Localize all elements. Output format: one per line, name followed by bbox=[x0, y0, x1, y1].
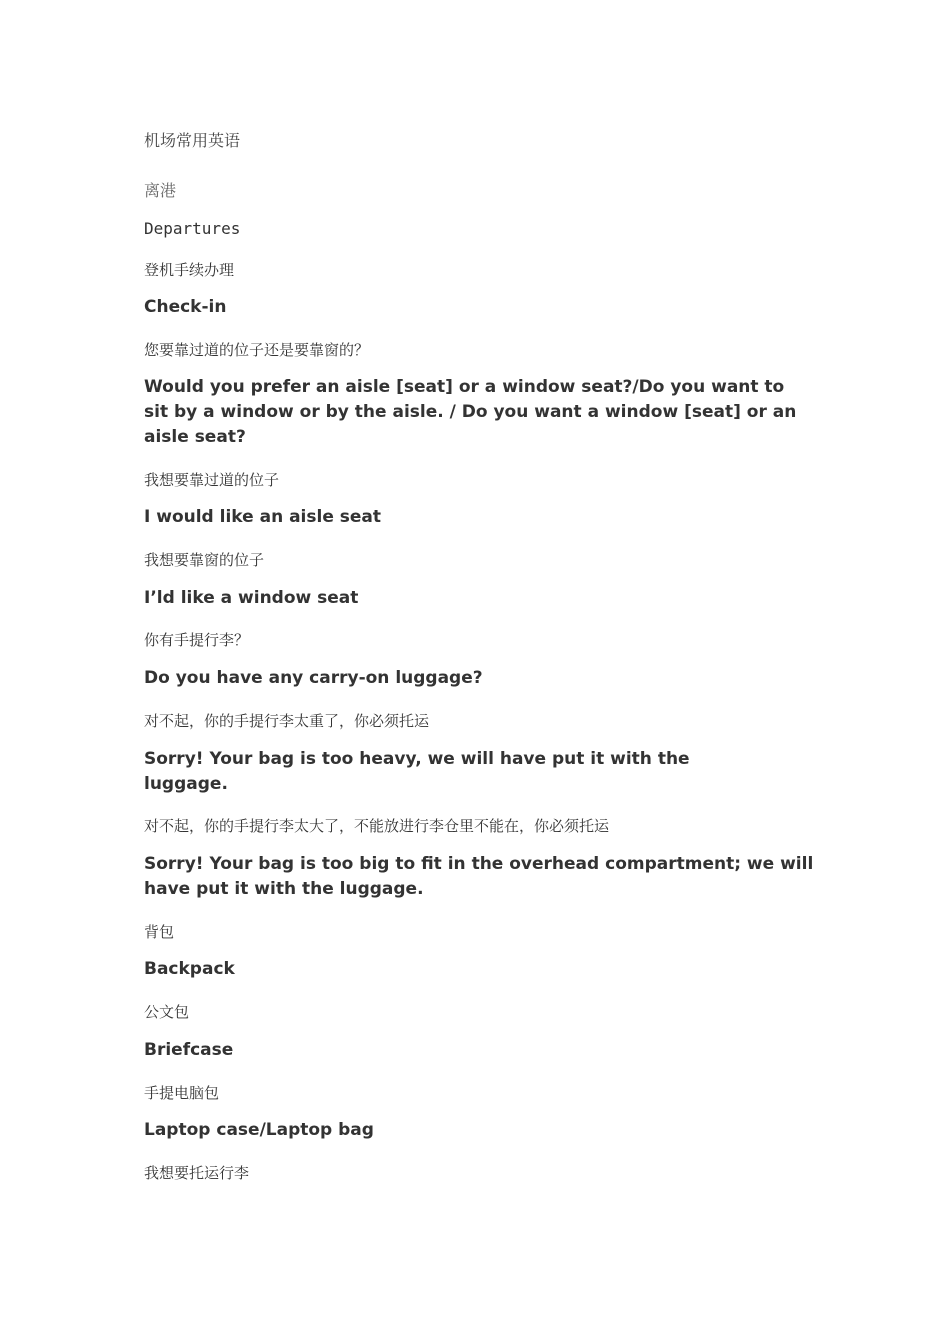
document-title: 机场常用英语 bbox=[144, 131, 241, 150]
phrase-en: Laptop case/Laptop bag bbox=[144, 1120, 374, 1140]
phrase-zh: 你有手提行李？ bbox=[144, 631, 250, 649]
phrase-zh: 对不起，你的手提行李太大了，不能放进行李仓里不能在，你必须托运 bbox=[144, 817, 610, 835]
phrase-zh: 对不起，你的手提行李太重了，你必须托运 bbox=[144, 712, 430, 730]
section-heading-en: Departures bbox=[144, 219, 241, 238]
phrase-zh: 登机手续办理 bbox=[144, 261, 235, 279]
phrase-en: Briefcase bbox=[144, 1040, 234, 1060]
phrase-zh: 背包 bbox=[144, 923, 175, 941]
phrase-en: Check-in bbox=[144, 297, 227, 317]
phrase-en: Sorry! Your bag is too big to fit in the overhead compartment; we will have put it with the luggage. bbox=[144, 854, 814, 899]
section-heading-zh: 离港 bbox=[144, 181, 177, 200]
phrase-zh: 您要靠过道的位子还是要靠窗的？ bbox=[144, 341, 370, 359]
phrase-en: Sorry! Your bag is too heavy, we will have put it with the luggage. bbox=[144, 749, 690, 794]
phrase-zh: 我想要托运行李 bbox=[144, 1164, 250, 1182]
phrase-zh: 我想要靠窗的位子 bbox=[144, 551, 265, 569]
phrase-en: Would you prefer an aisle [seat] or a window seat?/Do you want to sit by a window or by the aisle. / Do you want a window [seat] or an aisle seat? bbox=[144, 377, 797, 447]
phrase-en: I would like an aisle seat bbox=[144, 507, 382, 527]
phrase-zh: 我想要靠过道的位子 bbox=[144, 471, 280, 489]
phrase-en: I’ld like a window seat bbox=[144, 588, 359, 608]
document-page bbox=[144, 0, 814, 1344]
phrase-en: Do you have any carry-on luggage? bbox=[144, 668, 483, 688]
phrase-zh: 公文包 bbox=[144, 1003, 190, 1021]
phrase-en: Backpack bbox=[144, 959, 235, 979]
phrase-zh: 手提电脑包 bbox=[144, 1084, 220, 1102]
